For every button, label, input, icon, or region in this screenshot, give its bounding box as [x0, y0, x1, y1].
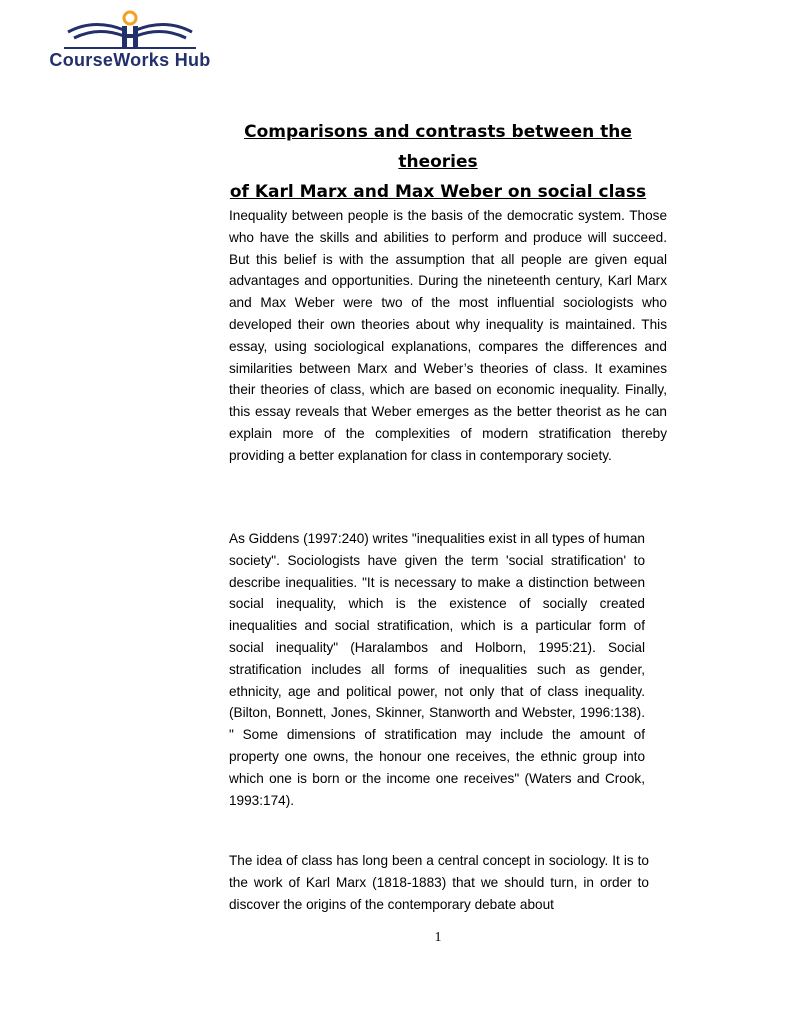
logo	[20, 10, 240, 70]
paragraph-3: The idea of class has long been a central concept in sociology. It is to the work of Karl Marx (1818-1883) that we should turn, in order to discover the origins of the contemporary debate about	[229, 853, 649, 912]
title-line-2: of Karl Marx and Max Weber on social class	[229, 182, 647, 202]
document-title	[228, 117, 648, 207]
paragraph-1: Inequality between people is the basis of the democratic system. Those who have the skills and abilities to perform and produce will succeed. But this belief is with the assumption that all people are given equal advantages and opportunities. During the nineteenth century, Karl Marx and Max Weber were two of the most influential sociologists who developed their own theories about why inequality is maintained. This essay, using sociological explanations, compares the differences and similarities between Marx and Weber’s theories of class. It examines their theories of class, which are based on economic inequality. Finally, this essay reveals that Weber emerges as the better theorist as he can explain more of the complexities of modern stratification thereby providing a better explanation for class in contemporary society.	[229, 208, 667, 463]
graduate-figure-logo-icon	[64, 10, 196, 52]
page-number: 1	[434, 930, 442, 945]
paragraph-2: As Giddens (1997:240) writes "inequalities exist in all types of human society". Sociologists have given the term 'social stratification' to describe inequalities. "It is necessary to make a distinction between social inequality, which is the existence of socially created inequalities and social stratification, which is a particular form of social inequality" (Haralambos and Holborn, 1995:21). Social stratification includes all forms of inequalities such as gender, ethnicity, age and political power, not only that of class inequality. (Bilton, Bonnett, Jones, Skinner, Stanworth and Webster, 1996:138). " Some dimensions of stratification may include the amount of property one owns, the honour one receives, the ethnic group into which one is born or the income one receives" (Waters and Crook, 1993:174).	[229, 531, 645, 808]
logo-text: CourseWorks Hub	[49, 50, 211, 70]
title-line-1: Comparisons and contrasts between the theories	[244, 122, 632, 172]
